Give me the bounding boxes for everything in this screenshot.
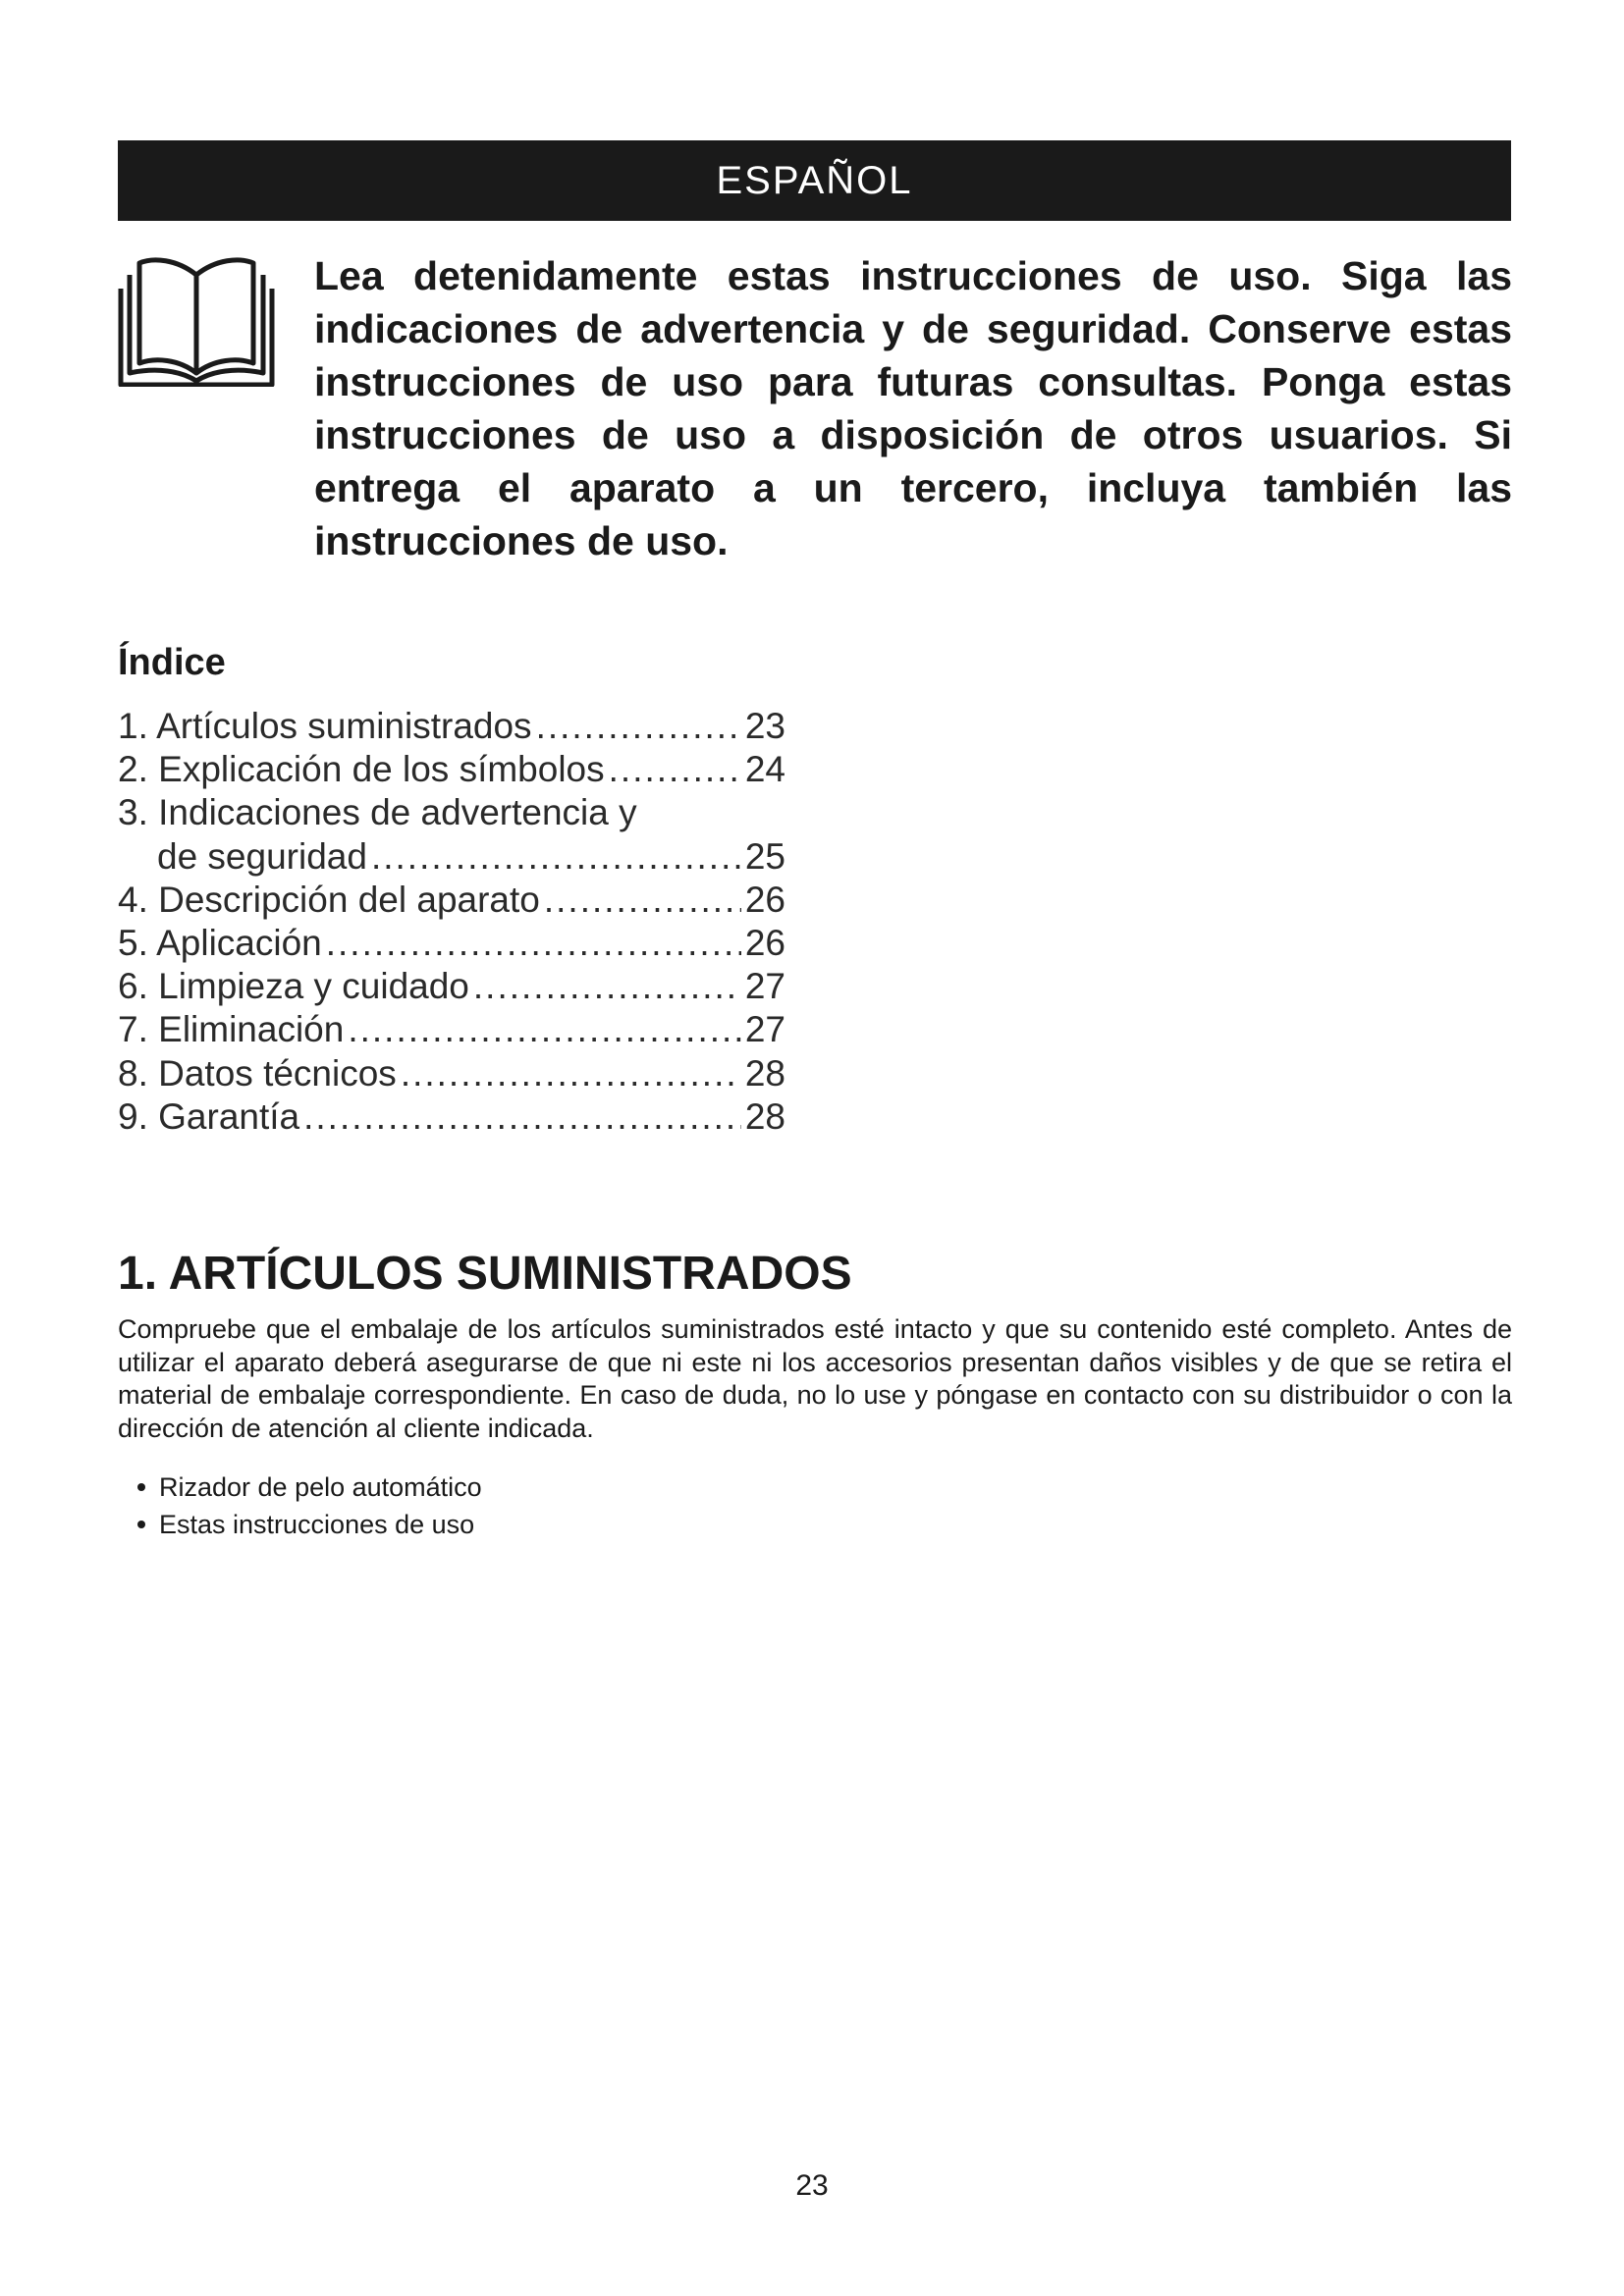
intro-paragraph: Lea detenidamente estas instrucciones de uso. Siga las indicaciones de advertencia y de seguridad. Conserve estas instrucciones de uso para futuras consultas. Ponga estas instrucciones de uso a disposición de otros usuarios. Si entrega el aparato a un tercero, incluya también las instrucciones de uso. (314, 253, 1512, 563)
toc-item-page: 24 (744, 749, 785, 790)
toc-item-label: 8. Datos técnicos (118, 1052, 397, 1094)
toc-item[interactable] (118, 705, 785, 748)
toc-item-label: 4. Descripción del aparato (118, 879, 540, 920)
list-item-text: Estas instrucciones de uso (159, 1510, 475, 1539)
list-item-text: Rizador de pelo automático (159, 1472, 482, 1502)
toc-item-label: 7. Eliminación (118, 1009, 345, 1050)
table-of-contents (118, 705, 785, 1139)
toc-item-page: 26 (744, 879, 785, 920)
toc-item-label: 6. Limpieza y cuidado (118, 966, 469, 1007)
toc-item[interactable] (118, 965, 785, 1008)
bullet-icon (137, 1521, 145, 1528)
toc-item-label: 5. Aplicación (118, 923, 322, 964)
section-body: Compruebe que el embalaje de los artículos suministrados esté intacto y que su contenido esté completo. Antes de utilizar el aparato deberá asegurarse de que ni este ni los accesorios presentan daños visibles y de que se retira el material de embalaje correspondiente. En caso de duda, no lo use y póngase en contacto con su distribuidor o con la dirección de atención al cliente indicada. (118, 1314, 1512, 1443)
toc-item[interactable] (118, 748, 785, 791)
book-icon (118, 253, 275, 387)
toc-item[interactable] (118, 1008, 785, 1051)
toc-item[interactable] (118, 879, 785, 922)
toc-item-label: 1. Artículos suministrados (118, 706, 532, 746)
toc-item-page: 28 (744, 1095, 785, 1137)
page-number: 23 (795, 2169, 829, 2202)
toc-title: Índice (118, 642, 226, 683)
toc-item[interactable] (118, 791, 785, 878)
toc-item[interactable] (118, 1095, 785, 1139)
toc-item-page: 23 (744, 706, 785, 746)
list-item (137, 1506, 482, 1543)
toc-item-label: 2. Explicación de los símbolos (118, 749, 605, 790)
toc-item-label: 9. Garantía (118, 1095, 300, 1137)
bullet-icon (137, 1483, 145, 1491)
delivery-contents-list (137, 1468, 482, 1543)
toc-item-page: 27 (744, 966, 785, 1007)
toc-item-label: 3. Indicaciones de advertencia y (118, 792, 637, 833)
list-item (137, 1468, 482, 1506)
toc-item-page: 27 (744, 1009, 785, 1050)
language-header (118, 140, 1511, 221)
toc-item-page: 28 (744, 1052, 785, 1094)
section-heading: 1. ARTÍCULOS SUMINISTRADOS (118, 1248, 852, 1300)
toc-item-page: 26 (744, 923, 785, 964)
toc-item[interactable] (118, 922, 785, 965)
language-title: ESPAÑOL (716, 158, 913, 202)
toc-item-label-continuation: de seguridad (157, 835, 367, 877)
toc-item-page: 25 (744, 835, 785, 877)
toc-item[interactable] (118, 1052, 785, 1095)
